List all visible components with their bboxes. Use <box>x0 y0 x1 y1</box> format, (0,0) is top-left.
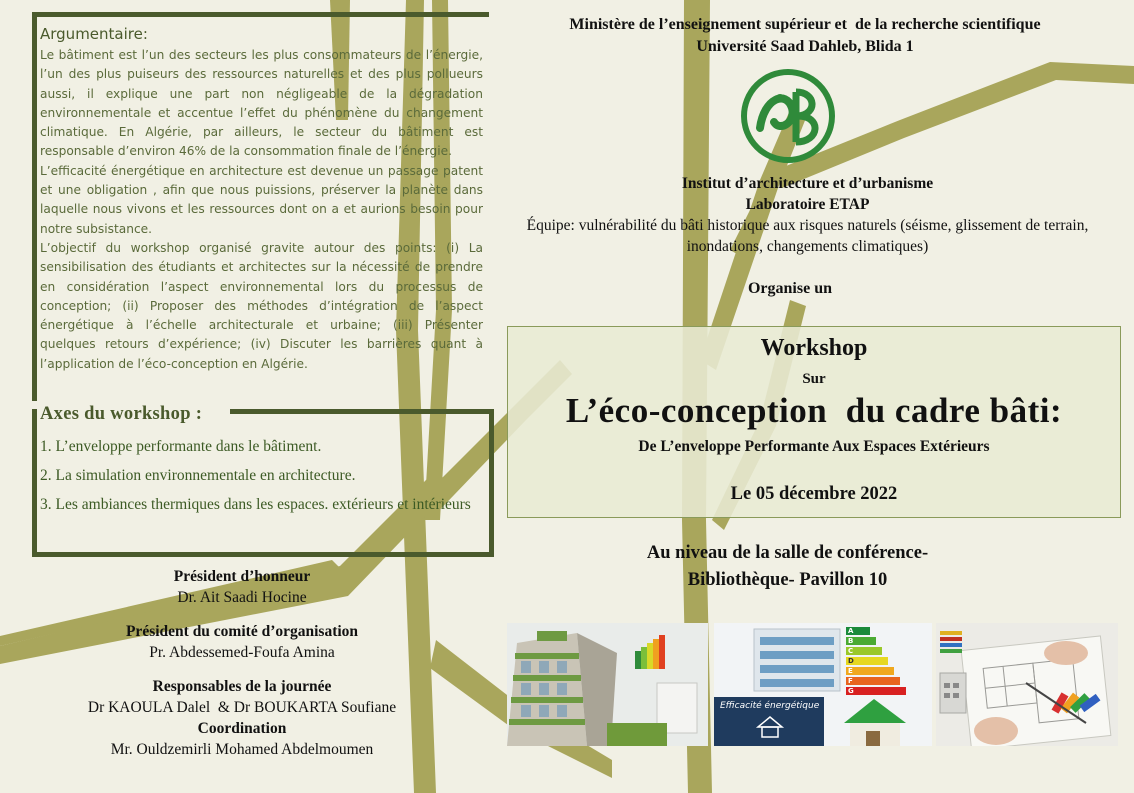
event-box <box>507 326 1121 518</box>
argumentaire-title: Argumentaire: <box>40 25 148 43</box>
green-building-photo <box>507 623 708 746</box>
event-subtitle: De L’enveloppe Performante Aux Espaces Extérieurs <box>638 438 990 455</box>
university-name: Université Saad Dahleb, Blida 1 <box>696 38 914 55</box>
axes-item: 2. La simulation environnementale en architecture. <box>40 467 356 484</box>
header <box>505 14 1105 58</box>
energy-class-e: E <box>846 667 894 675</box>
institute-name: Institut d’architecture et d’urbanisme <box>681 175 934 192</box>
organise-text: Organise un <box>747 280 832 297</box>
institute-block <box>495 173 1120 257</box>
team-name: Équipe: vulnérabilité du bâti historique aux risques naturels (séisme, glissement de terrain, inondations, changements climatiques) <box>526 217 1089 255</box>
argumentaire-paragraph-1: Le bâtiment est l’un des secteurs les plus consommateurs de l’énergie, l’un des plus puiseurs des ressources naturelles et des plus pollueurs aussi, il explique une part non négligeable de la dégradation environnementale et accentue l’effet du phénomène du changement climatique. En Algérie, par ailleurs, le secteur du bâtiment est responsable d’environ 46% de la consommation finale de l’énergie. <box>40 48 483 159</box>
axes-list <box>40 436 478 523</box>
energy-class-bars <box>846 627 926 695</box>
coordination-name: Mr. Ouldzemirli Mohamed Abdelmoumen <box>110 741 374 758</box>
argumentaire-paragraph-2: L’efficacité énergétique en architecture est devenue un passage patent et une obligation , afin que nous puissions, préserver la planète dans laquelle nous vivons et les ressources dont on a et aurions besoin pour notre subsistance. <box>40 163 483 236</box>
energy-class-f: F <box>846 677 900 685</box>
event-title: L’éco-conception du cadre bâti: <box>565 391 1063 430</box>
energy-class-c: C <box>846 647 882 655</box>
argumentaire-text <box>40 46 483 374</box>
committee-president-name: Pr. Abdessemed-Foufa Amina <box>149 644 335 661</box>
workshop-label: Workshop <box>760 335 868 361</box>
responsables-label: Responsables de la journée <box>152 678 332 695</box>
responsables-names: Dr KAOULA Dalel & Dr BOUKARTA Soufiane <box>87 699 397 716</box>
axes-title: Axes du workshop : <box>40 404 203 424</box>
organizers <box>40 566 444 760</box>
energy-class-g: G <box>846 687 906 695</box>
laboratory-name: Laboratoire ETAP <box>745 196 870 213</box>
architect-plans-photo <box>936 623 1118 746</box>
axes-item: 3. Les ambiances thermiques dans les espaces. extérieurs et intérieurs <box>40 496 471 513</box>
energy-class-a: A <box>846 627 870 635</box>
sur-label: Sur <box>802 371 826 387</box>
event-date: Le 05 décembre 2022 <box>730 484 898 504</box>
energy-efficiency-photo <box>714 623 932 746</box>
committee-president-label: Président du comité d’organisation <box>125 623 359 640</box>
energy-class-b: B <box>846 637 876 645</box>
honor-president-label: Président d’honneur <box>173 568 311 585</box>
axes-item: 1. L’enveloppe performante dans le bâtiment. <box>40 438 322 455</box>
energy-class-d: D <box>846 657 888 665</box>
venue <box>600 540 975 594</box>
venue-line-2: Bibliothèque- Pavillon 10 <box>687 570 888 590</box>
efficiency-label: Efficacité énergétique <box>720 701 820 711</box>
honor-president-name: Dr. Ait Saadi Hocine <box>177 589 307 606</box>
venue-line-1: Au niveau de la salle de conférence- <box>646 543 929 563</box>
axes-frame-top <box>230 409 489 414</box>
coordination-label: Coordination <box>197 720 287 737</box>
university-logo-icon <box>740 68 836 164</box>
ministry-name: Ministère de l’enseignement supérieur et de la recherche scientifique <box>569 16 1041 33</box>
argumentaire-paragraph-3: L’objectif du workshop organisé gravite autour des points: (i) La sensibilisation des étudiants et architectes sur la nécessité de prendre en considération l’aspect environnemental lors du processus de conception; (ii) Proposer des méthodes d’intégration de l’aspect énergétique à l’échelle architecturale et urbaine; (iii) Présenter quelques retours d’expérience; (iv) Discuter les barrières quant à l’application de l’éco-conception en Algérie. <box>40 240 483 371</box>
